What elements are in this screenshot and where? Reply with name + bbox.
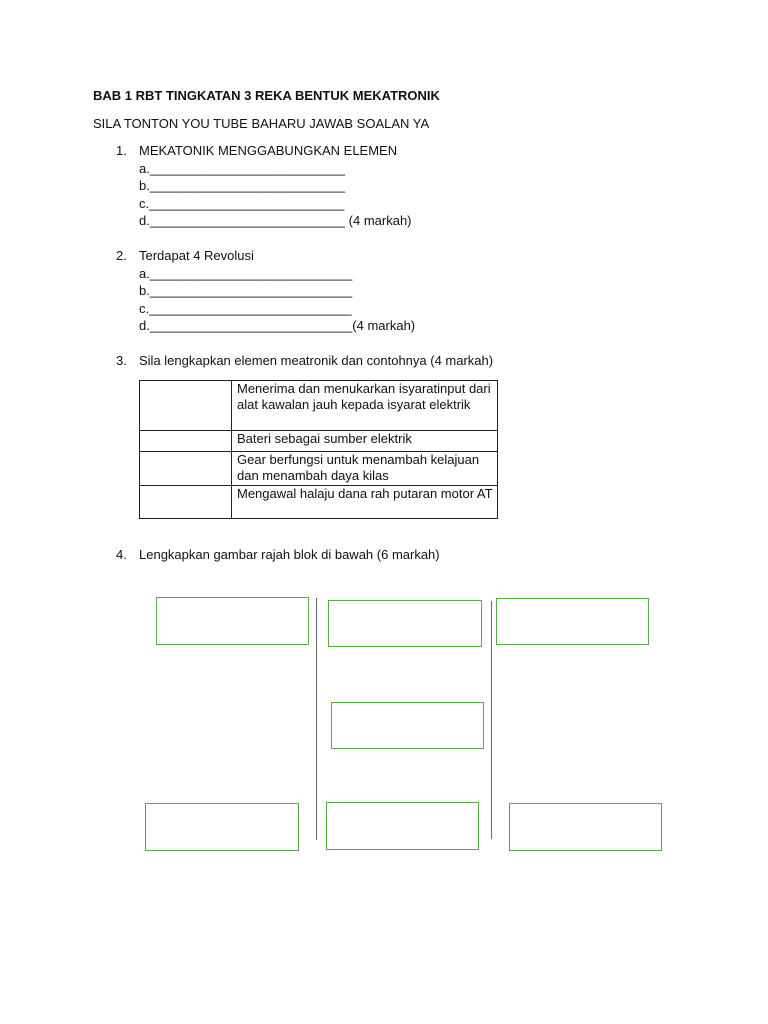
q1-line-b: b.___________________________ — [139, 178, 346, 193]
block-box-top-left[interactable] — [156, 597, 309, 645]
element-cell[interactable] — [140, 486, 232, 519]
q2-number: 2. — [116, 248, 127, 263]
block-box-bottom-left[interactable] — [145, 803, 299, 851]
elements-table — [139, 380, 498, 519]
q1-line-d: d.___________________________ (4 markah) — [139, 213, 412, 228]
block-box-bottom-right[interactable] — [509, 803, 662, 851]
q2-text: Terdapat 4 Revolusi — [139, 248, 254, 263]
divider-line-right — [491, 601, 492, 839]
instruction-text: SILA TONTON YOU TUBE BAHARU JAWAB SOALAN YA — [93, 116, 430, 131]
q3-number: 3. — [116, 353, 127, 368]
block-box-top-right[interactable] — [496, 598, 649, 645]
example-cell: Bateri sebagai sumber elektrik — [232, 431, 498, 452]
q1-line-a: a.___________________________ — [139, 161, 346, 176]
example-cell: Menerima dan menukarkan isyaratinput dari alat kawalan jauh kepada isyarat elektrik — [232, 381, 498, 431]
block-box-top-middle[interactable] — [328, 600, 482, 647]
q2-line-a: a.____________________________ — [139, 266, 353, 281]
q2-line-d: d.____________________________(4 markah) — [139, 318, 416, 333]
element-cell[interactable] — [140, 381, 232, 431]
example-cell: Gear berfungsi untuk menambah kelajuan dan menambah daya kilas — [232, 452, 498, 486]
q1-text: MEKATONIK MENGGABUNGKAN ELEMEN — [139, 143, 398, 158]
element-cell[interactable] — [140, 431, 232, 452]
block-box-center[interactable] — [331, 702, 484, 749]
element-cell[interactable] — [140, 452, 232, 486]
q2-line-c: c.____________________________ — [139, 301, 352, 316]
example-cell: Mengawal halaju dana rah putaran motor AT — [232, 486, 498, 519]
document-title: BAB 1 RBT TINGKATAN 3 REKA BENTUK MEKATRONIK — [93, 88, 440, 103]
table-row — [140, 381, 498, 431]
table-row — [140, 486, 498, 519]
q4-number: 4. — [116, 547, 127, 562]
q2-line-b: b.____________________________ — [139, 283, 353, 298]
table-row — [140, 452, 498, 486]
q4-text: Lengkapkan gambar rajah blok di bawah (6 markah) — [139, 547, 440, 562]
block-box-bottom-middle[interactable] — [326, 802, 479, 850]
q3-text: Sila lengkapkan elemen meatronik dan contohnya (4 markah) — [139, 353, 494, 368]
q1-line-c: c.___________________________ — [139, 196, 345, 211]
divider-line-left — [316, 598, 317, 840]
q1-number: 1. — [116, 143, 127, 158]
table-row — [140, 431, 498, 452]
